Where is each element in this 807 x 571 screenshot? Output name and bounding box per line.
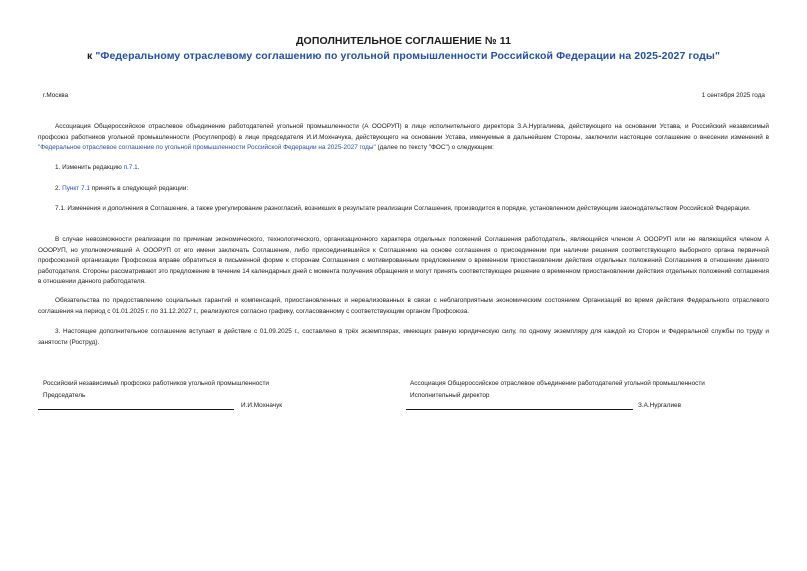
obligations-paragraph: Обязательства по предоставлению социальных гарантий и компенсаций, приостановленных и нереализованных в связи с неблагоприятным экономическим состоянием Организаций во время действия Федерального отраслевого соглашения на период с 01.01.2025 г. по 31.12.2027 г., реализуются согласно графику, согласованному с соответствующим органом Профсоюза.: [38, 297, 769, 315]
preamble-text-a: Ассоциация Общероссийское отраслевое объединение работодателей угольной промышленности (А ОООРУП) в лице исполнительного директора З.А.Нургалиева, действующего на основании Устава, и Российский независимый профсоюз работников угольной промышленности (Росуглепроф) в лице председателя И.И.Мохначука, действующего на основании Устава, именуемые в дальнейшем Стороны, заключили настоящее соглашение о внесении изменений в: [38, 123, 769, 141]
right-signatory-position: Исполнительный директор: [410, 392, 490, 399]
subtitle-prefix: к: [86, 50, 96, 62]
document-city: г.Москва: [43, 92, 69, 99]
suspension-paragraph: В случае невозможности реализации по причинам экономического, технологического, организационного характера отдельных положений Соглашения работодатель, являющийся членом А ОООРУП или не являющийся членом А ОООРУП, но уполномочивший А ОООРУП от его имени заключать Соглашение, либо присоединившийся к Соглашению на основе соглашения о присоединении при наличии решения соответствующего выборного органа первичной профсоюзной организации Профсоюза вправе обратиться в письменной форме к сторонам Соглашения с мотивированным предложением о временном приостановлении действия отдельных положений Соглашения в отношении данного работодателя. Стороны рассматривают это предложение в течение 14 календарных дней с момента получения обращения и могут принять соответствующее решение о временном приостановлении действия отдельных положений соглашения в отношении данного работодателя.: [38, 236, 769, 286]
item-2-text-b: принять в следующей редакции:: [89, 185, 189, 192]
clause-7-1-link[interactable]: п.7.1: [123, 164, 138, 171]
item-1-text-a: 1. Изменить редакцию: [55, 164, 124, 171]
right-signatory-org: Ассоциация Общероссийское отраслевое объединение работодателей угольной промышленности: [410, 380, 705, 387]
left-signature-line: [38, 409, 234, 410]
document-title: ДОПОЛНИТЕЛЬНОЕ СОГЛАШЕНИЕ № 11: [295, 35, 512, 47]
clause-7-1-link-2[interactable]: Пункт 7.1: [62, 185, 90, 192]
item-1-text-b: .: [137, 164, 140, 171]
preamble-paragraph: [38, 122, 769, 154]
agreement-link[interactable]: "Федеральному отраслевому соглашению по угольной промышленности Российской Федерации на 2025-2027 годы": [95, 50, 721, 62]
left-signatory-name: И.И.Мохначук: [241, 402, 283, 409]
document-subtitle: [0, 50, 807, 62]
item-1-paragraph: [38, 163, 769, 174]
left-signatory-org: Российский независимый профсоюз работников угольной промышленности: [43, 380, 269, 387]
document-date: 1 сентября 2025 года: [701, 92, 765, 99]
item-3-paragraph: 3. Настоящее дополнительное соглашение вступает в действие с 01.09.2025 г., составлено в трёх экземплярах, имеющих равную юридическую силу, по одному экземпляру для каждой из Сторон и Федеральной службы по труду и занятости (Роструд).: [38, 328, 769, 346]
clause-7-1-paragraph: 7.1. Изменения и дополнения в Соглашение, а также урегулирование разногласий, возникших в результате реализации Соглашения, производится в порядке, установленном действующим законодательством Российской Федерации.: [55, 205, 751, 212]
right-signature-line: [406, 409, 633, 410]
item-2-paragraph: [38, 184, 769, 195]
left-signatory-position: Председатель: [43, 392, 86, 399]
fos-link[interactable]: "Федеральное отраслевое соглашение по угольной промышленности Российской Федерации на 2025-2027 годы": [38, 144, 376, 152]
right-signatory-name: З.А.Нургалиев: [638, 402, 681, 409]
item-2-text-a: 2.: [55, 185, 63, 192]
preamble-text-b: (далее по тексту "ФОС") о следующем:: [375, 144, 494, 152]
